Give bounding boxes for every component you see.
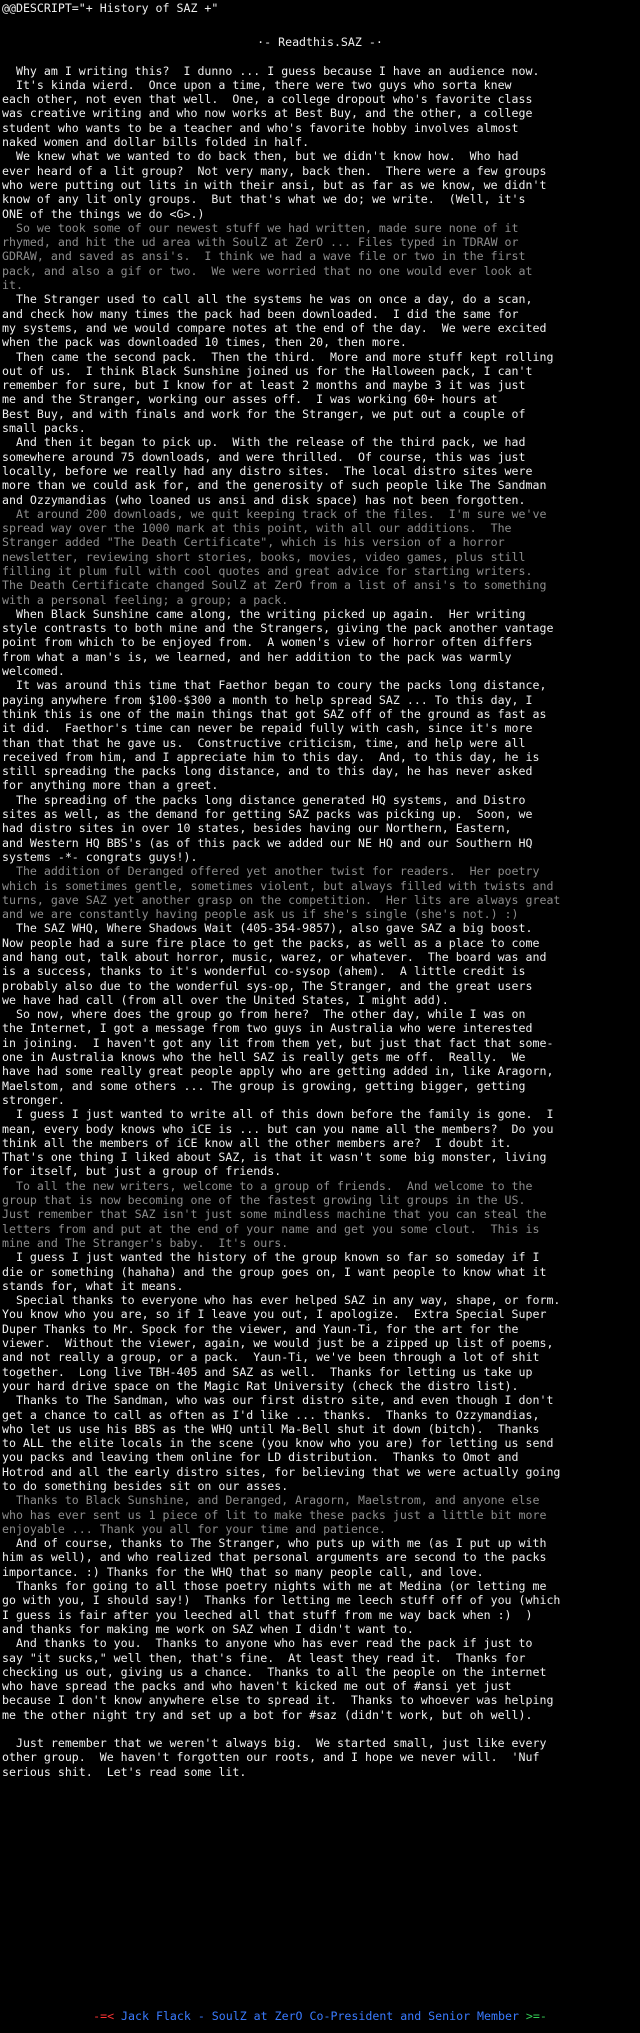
text-line: group that is now becoming one of the fastest growing lit groups in the US.	[2, 1193, 526, 1208]
text-line: So we took some of our newest stuff we had written, made sure none of it	[2, 220, 519, 235]
text-line: That's one thing I liked about SAZ, is that it wasn't some big monster, living	[2, 1150, 547, 1165]
paragraph	[2, 864, 638, 921]
text-line: newsletter, reviewing short stories, books, movies, video games, plus still	[2, 549, 526, 564]
text-line: rhymed, and hit the ud area with SoulZ at ZerO ... Files typed in TDRAW or	[2, 235, 519, 250]
text-line: I guess is fair after you leeched all that stuff from me way back when :) )	[2, 1607, 533, 1622]
text-line: one in Australia knows who the hell SAZ is really gets me off. Really. We	[2, 1050, 526, 1065]
text-line: each other, not even that well. One, a college dropout who's favorite class	[2, 92, 533, 107]
text-line: stands for, what it means.	[2, 1278, 184, 1293]
paragraph	[2, 292, 638, 506]
text-line: It was around this time that Faethor began to coury the packs long distance,	[2, 678, 547, 693]
text-line: I guess I just wanted the history of the group known so far so someday if I	[2, 1250, 540, 1265]
text-line: mean, every body knows who iCE is ... but can you name all the members? Do you	[2, 1121, 554, 1136]
paragraph	[2, 1179, 638, 1250]
text-line: and check how many times the pack had been downloaded. I did the same for	[2, 306, 519, 321]
text-line: get a chance to call as often as I'd like ... thanks. Thanks to Ozzymandias,	[2, 1407, 540, 1422]
text-line: importance. :) Thanks for the WHQ that so many people call, and love.	[2, 1564, 484, 1579]
text-line: me the other night try and set up a bot for #saz (didn't work, but oh well).	[2, 1707, 533, 1722]
text-line: was creative writing and who now works at Best Buy, and the other, a college	[2, 106, 533, 121]
signature-close: >=-	[525, 2008, 547, 2023]
text-line: naked women and dollar bills folded in half.	[2, 135, 310, 150]
text-line: student who wants to be a teacher and who's favorite hobby involves almost	[2, 120, 519, 135]
text-line: think all the members of iCE know all the other members are? I doubt it.	[2, 1135, 512, 1150]
text-line: ever heard of a lit group? Not very many, back then. There were a few groups	[2, 163, 547, 178]
text-line: probably also due to the wonderful sys-op, The Stranger, and the great users	[2, 978, 533, 993]
text-line: and Ozzymandias (who loaned us ansi and disk space) has not been forgotten.	[2, 492, 526, 507]
text-line: die or something (hahaha) and the group goes on, I want people to know what it	[2, 1264, 547, 1279]
text-line: point from which to be enjoyed from. A women's view of horror often differs	[2, 635, 533, 650]
text-line: And thanks to you. Thanks to anyone who has ever read the pack if just to	[2, 1636, 533, 1651]
text-line: filling it plum full with cool quotes and great advice for starting writers.	[2, 563, 533, 578]
text-line: for anything more than a greet.	[2, 778, 219, 793]
text-line: The Stranger used to call all the systems he was on once a day, do a scan,	[2, 292, 533, 307]
text-line: and hang out, talk about horror, music, warez, or whatever. The board was and	[2, 950, 547, 964]
text-line: for itself, but just a group of friends.	[2, 1164, 282, 1179]
text-line: Special thanks to everyone who has ever helped SAZ in any way, shape, or form.	[2, 1293, 561, 1308]
text-line: know of any lit only groups. But that's what we do; we write. (Well, it's	[2, 192, 526, 207]
text-line: go with you, I should say!) Thanks for letting me leech stuff off of you (which	[2, 1593, 561, 1608]
text-line: checking us out, giving us a chance. Thanks to all the people on the internet	[2, 1664, 547, 1679]
text-line: So now, where does the group go from here? The other day, while I was on	[2, 1007, 526, 1022]
text-line: stronger.	[2, 1092, 65, 1107]
text-line: And then it began to pick up. With the release of the third pack, we had	[2, 435, 526, 450]
text-line: than that that he gave us. Constructive criticism, time, and help were all	[2, 735, 526, 750]
text-line: Best Buy, and with finals and work for the Stranger, we put out a couple of	[2, 406, 526, 421]
text-line: Duper Thanks to Mr. Spock for the viewer, and Yaun-Ti, for the art for the	[2, 1321, 519, 1336]
text-line: Hotrod and all the early distro sites, for believing that we were actually going	[2, 1464, 561, 1479]
text-line: To all the new writers, welcome to a group of friends. And welcome to the	[2, 1178, 533, 1193]
body-text	[2, 64, 638, 1779]
text-line: sites as well, as the demand for getting SAZ packs was picking up. Soon, we	[2, 807, 533, 822]
text-line: You know who you are, so if I leave you out, I apologize. Extra Special Super	[2, 1307, 547, 1322]
text-line: out of us. I think Black Sunshine joined us for the Halloween pack, I can't	[2, 363, 533, 378]
text-line: received from him, and I appreciate him to this day. And, to this day, he is	[2, 749, 540, 764]
text-line: The spreading of the packs long distance generated HQ systems, and Distro	[2, 792, 526, 807]
text-line: GDRAW, and saved as ansi's. I think we had a wave file or two in the first	[2, 249, 526, 264]
text-line: still spreading the packs long distance, and to this day, he has never asked	[2, 764, 533, 779]
ansi-document	[0, 1, 640, 2033]
text-line: serious shit. Let's read some lit.	[2, 1764, 247, 1779]
text-line: Thanks to The Sandman, who was our first distro site, and even though I don't	[2, 1393, 554, 1408]
text-line: somewhere around 75 downloads, and were thrilled. Of course, this was just	[2, 449, 526, 464]
text-line: It's kinda wierd. Once upon a time, there were two guys who sorta knew	[2, 77, 512, 92]
text-line: mine and The Stranger's baby. It's ours.	[2, 1235, 289, 1250]
text-line: Thanks for going to all those poetry nights with me at Medina (or letting me	[2, 1579, 547, 1594]
paragraph	[2, 1736, 638, 1779]
paragraph	[2, 921, 638, 1178]
signature-line	[0, 2009, 640, 2023]
text-line: And of course, thanks to The Stranger, who puts up with me (as I put up with	[2, 1536, 547, 1551]
text-line: who were putting out lits in with their ansi, but as far as we know, we didn't	[2, 177, 547, 192]
text-line: Now people had a sure fire place to get the packs, as well as a place to come	[2, 935, 540, 950]
text-line: systems -*- congrats guys!).	[2, 849, 198, 864]
signature-open: -=<	[93, 2008, 115, 2023]
text-line: The addition of Deranged offered yet another twist for readers. Her poetry	[2, 864, 540, 879]
text-line: viewer. Without the viewer, again, we would just be a zipped up list of poems,	[2, 1336, 554, 1351]
text-line: who has ever sent us 1 piece of lit to make these packs just a little bit more	[2, 1507, 547, 1522]
text-line: your hard drive space on the Magic Rat University (check the distro list).	[2, 1378, 519, 1393]
text-line: turns, gave SAZ yet another grasp on the competition. Her lits are always great	[2, 892, 561, 907]
text-line: The Death Certificate changed SoulZ at ZerO from a list of ansi's to something	[2, 578, 547, 593]
paragraph	[2, 1250, 638, 1493]
text-line: me and the Stranger, working our asses off. I was working 60+ hours at	[2, 392, 498, 407]
text-line: style contrasts to both mine and the Strangers, giving the pack another vantage	[2, 621, 554, 636]
text-line: which is sometimes gentle, sometimes violent, but always filled with twists and	[2, 878, 554, 893]
text-line: him as well), and who realized that personal arguments are second to the packs	[2, 1550, 547, 1565]
text-line: I guess I just wanted to write all of this down before the family is gone. I	[2, 1107, 554, 1122]
text-line: Stranger added "The Death Certificate", which is his version of a horror	[2, 535, 505, 550]
text-line: Then came the second pack. Then the third. More and more stuff kept rolling	[2, 349, 554, 364]
text-line: in joining. I haven't got any lit from them yet, but just that fact that some-	[2, 1035, 554, 1050]
text-line: small packs.	[2, 421, 86, 436]
text-line: The SAZ WHQ, Where Shadows Wait (405-354-9857), also gave SAZ a big boost.	[2, 921, 533, 936]
paragraph	[2, 64, 638, 78]
text-line: think this is one of the main things that got SAZ off of the ground as fast as	[2, 706, 547, 721]
text-line: from what a man's is, we learned, and her addition to the pack was warmly	[2, 649, 512, 664]
text-line: welcomed.	[2, 664, 65, 679]
text-line: letters from and put at the end of your name and get you some clout. This is	[2, 1221, 540, 1236]
text-line: At around 200 downloads, we quit keeping track of the files. I'm sure we've	[2, 506, 547, 521]
spacer	[2, 50, 638, 64]
text-line: you packs and leaving them online for LD distribution. Thanks to Omot and	[2, 1450, 519, 1465]
text-line: and we are constantly having people ask us if she's single (she's not.) :)	[2, 907, 519, 922]
text-line: is a success, thanks to it's wonderful co-sysop (ahem). A little credit is	[2, 964, 526, 979]
text-line: Thanks to Black Sunshine, and Deranged, Aragorn, Maelstrom, and anyone else	[2, 1493, 540, 1508]
text-line: ONE of the things we do <G>.)	[2, 206, 205, 221]
text-line: my systems, and we would compare notes at the end of the day. We were excited	[2, 320, 547, 335]
text-line: other group. We haven't forgotten our roots, and I hope we never will. 'Nuf	[2, 1750, 540, 1765]
spacer	[2, 1722, 638, 1736]
text-line: we have had call (from all over the United States, I might add).	[2, 992, 449, 1007]
paragraph	[2, 607, 638, 864]
text-line: Just remember that SAZ isn't just some mindless machine that you can steal the	[2, 1207, 547, 1222]
text-line: who have spread the packs and who haven't kicked me out of #ansi yet just	[2, 1679, 512, 1694]
text-line: We knew what we wanted to do back then, but we didn't know how. Who had	[2, 149, 519, 164]
text-line: paying anywhere from $100-$300 a month to help spread SAZ ... To this day, I	[2, 692, 533, 707]
text-line: it did. Faethor's time can never be repaid fully with cash, since it's more	[2, 721, 533, 736]
text-line: Maelstom, and some others ... The group is growing, getting bigger, getting	[2, 1078, 526, 1093]
text-line: to do something besides sit on our asses.	[2, 1478, 289, 1493]
text-line: when the pack was downloaded 10 times, then 20, then more.	[2, 335, 407, 350]
descript-header: @@DESCRIPT="+ History of SAZ +"	[2, 1, 219, 15]
text-line: When Black Sunshine came along, the writing picked up again. Her writing	[2, 606, 526, 621]
text-line: locally, before we really had any distro sites. The local distro sites were	[2, 463, 533, 478]
text-line: have had some really great people apply who are getting added in, like Aragorn,	[2, 1064, 554, 1079]
text-line: remember for sure, but I know for at least 2 months and maybe 3 it was just	[2, 378, 526, 393]
text-line: it.	[2, 278, 23, 293]
paragraph	[2, 507, 638, 607]
text-line: together. Long live TBH-405 and SAZ as well. Thanks for letting us take up	[2, 1364, 533, 1379]
paragraph	[2, 221, 638, 292]
text-line: with a personal feeling; a group; a pack.	[2, 592, 289, 607]
text-line: say "it sucks," well then, that's fine. At least they read it. Thanks for	[2, 1650, 526, 1665]
text-line: spread way over the 1000 mark at this point, with all our additions. The	[2, 521, 512, 536]
text-line: pack, and also a gif or two. We were worried that no one would ever look at	[2, 263, 533, 278]
document-title: ·- Readthis.SAZ -·	[257, 35, 383, 50]
text-line: to ALL the elite locals in the scene (you know who you are) for letting us send	[2, 1436, 554, 1451]
text-line: and thanks for making me work on SAZ when I didn't want to.	[2, 1621, 414, 1636]
paragraph	[2, 1493, 638, 1536]
text-line: Why am I writing this? I dunno ... I guess because I have an audience now.	[2, 63, 540, 78]
text-line: because I don't know anywhere else to spread it. Thanks to whoever was helping	[2, 1693, 554, 1708]
text-line: more than we could ask for, and the generosity of such people like The Sandman	[2, 478, 547, 493]
paragraph	[2, 78, 638, 221]
text-line: the Internet, I got a message from two guys in Australia who were interested	[2, 1021, 533, 1036]
text-line: had distro sites in over 10 states, besides having our Northern, Eastern,	[2, 821, 512, 836]
paragraph	[2, 1536, 638, 1722]
signature-text: Jack Flack - SoulZ at ZerO Co-President and Senior Member	[114, 2008, 526, 2023]
text-line: who let us use his BBS as the WHQ until Ma-Bell shut it down (bitch). Thanks	[2, 1421, 540, 1436]
text-line: and not really a group, or a pack. Yaun-Ti, we've been through a lot of shit	[2, 1350, 540, 1365]
text-line: enjoyable ... Thank you all for your time and patience.	[2, 1521, 386, 1536]
text-line: Just remember that we weren't always big. We started small, just like every	[2, 1736, 547, 1751]
text-line: and Western HQ BBS's (as of this pack we added our NE HQ and our Southern HQ	[2, 835, 533, 850]
